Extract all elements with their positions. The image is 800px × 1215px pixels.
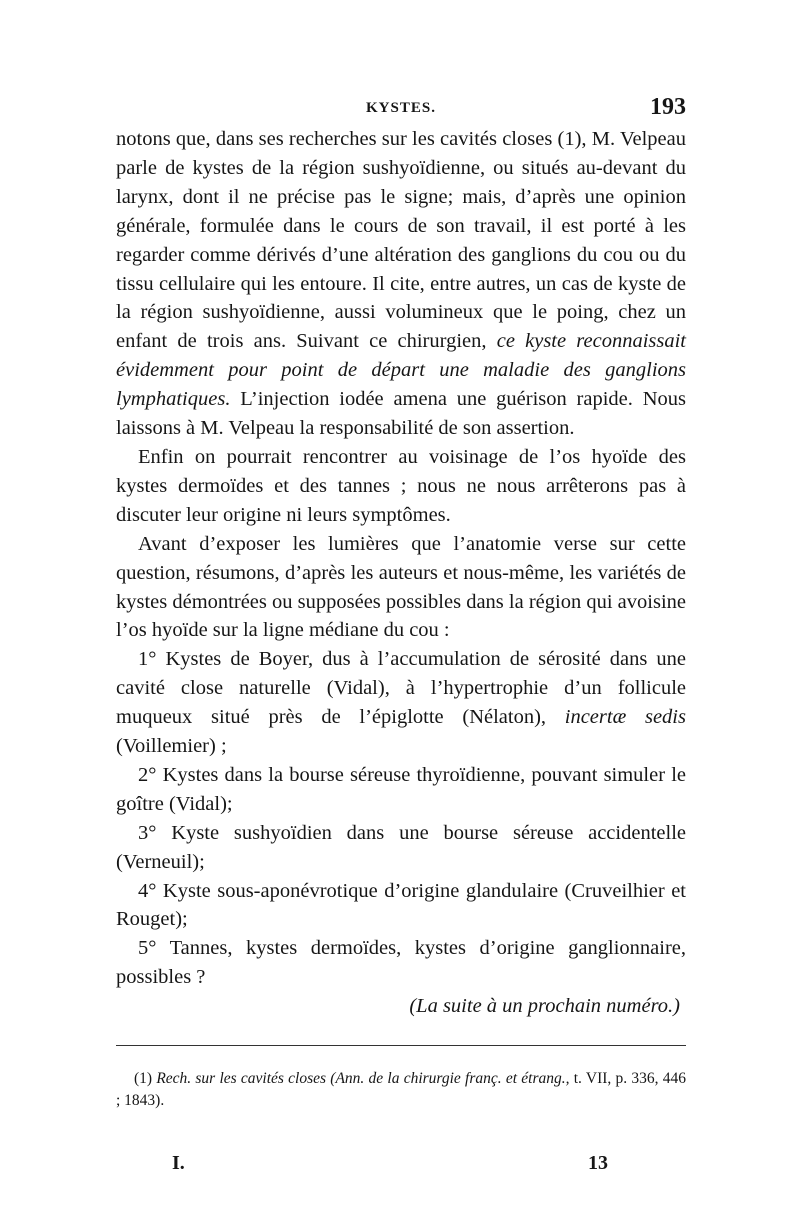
running-title: KYSTES. — [366, 100, 436, 116]
paragraph-1-italic-quote: ce kyste reconnaissait évidemment pour point de départ une maladie des ganglions lymphatiques. — [116, 330, 686, 411]
page-number: 193 — [650, 94, 686, 120]
paragraph-3: Avant d’exposer les lumières que l’anatomie verse sur cette question, résumons, d’après les auteurs et nous-même, les variétés de kystes démontrées ou supposées possibles dans la région qui avoisine l’os hyoïde sur la ligne médiane du cou : — [116, 532, 686, 642]
signature-mark: I. — [172, 1152, 185, 1174]
list-item-3: 3° Kyste sushyoïdien dans une bourse séreuse accidentelle (Verneuil); — [116, 821, 686, 873]
list-item-2: 2° Kystes dans la bourse séreuse thyroïdienne, pouvant simuler le goître (Vidal); — [116, 763, 686, 815]
paragraph-1-text-b: L’injection iodée amena une guérison rapide. Nous laissons à M. Velpeau la responsabilité de son assertion. — [116, 388, 686, 440]
list-item-5: 5° Tannes, kystes dermoïdes, kystes d’origine ganglionnaire, possibles ? — [116, 937, 686, 989]
page — [116, 94, 686, 1112]
list-item-1-text-b: (Voillemier) ; — [116, 735, 227, 758]
continuation-note: (La suite à un prochain numéro.) — [409, 995, 680, 1018]
running-head — [116, 94, 686, 122]
signature-number: 13 — [588, 1152, 608, 1174]
list-item-1-italic: incertæ sedis — [564, 706, 686, 729]
footnote-separator — [116, 1045, 686, 1046]
body-text — [116, 125, 686, 1021]
list-item-1-text-a: 1° Kystes de Boyer, dus à l’accumulation de sérosité dans une cavité close naturelle (Vidal), à l’hypertrophie d’un follicule muqueux situé près de l’épiglotte (Nélaton), — [116, 648, 686, 729]
paragraph-1 — [116, 125, 686, 443]
list-item-1 — [116, 645, 686, 761]
footnote — [116, 1068, 686, 1112]
list-item-4: 4° Kyste sous-aponévrotique d’origine glandulaire (Cruveilhier et Rouget); — [116, 879, 686, 931]
paragraph-1-text-a: notons que, dans ses recherches sur les cavités closes (1), M. Velpeau parle de kystes de la région sushyoïdienne, ou situés au-devant du larynx, dont il ne précise pas le signe; mais, d’après une opinion générale, formulée dans le cours de son travail, il est porté à les regarder comme dérivés d’une altération des ganglions du cou ou du tissu cellulaire qui les entoure. Il cite, entre autres, un cas de kyste de la région sushyoïdienne, aussi volumineux que le poing, chez un enfant de trois ans. Suivant ce chirurgien, — [116, 128, 686, 353]
footnote-rest: t. VII, p. 336, 446 ; 1843). — [116, 1070, 686, 1110]
footnote-prefix: (1) — [134, 1070, 157, 1088]
paragraph-2: Enfin on pourrait rencontrer au voisinage de l’os hyoïde des kystes dermoïdes et des tannes ; nous ne nous arrêterons pas à discuter leur origine ni leurs symptômes. — [116, 445, 686, 526]
footnote-italic: Rech. sur les cavités closes (Ann. de la chirurgie franç. et étrang., — [156, 1070, 570, 1088]
